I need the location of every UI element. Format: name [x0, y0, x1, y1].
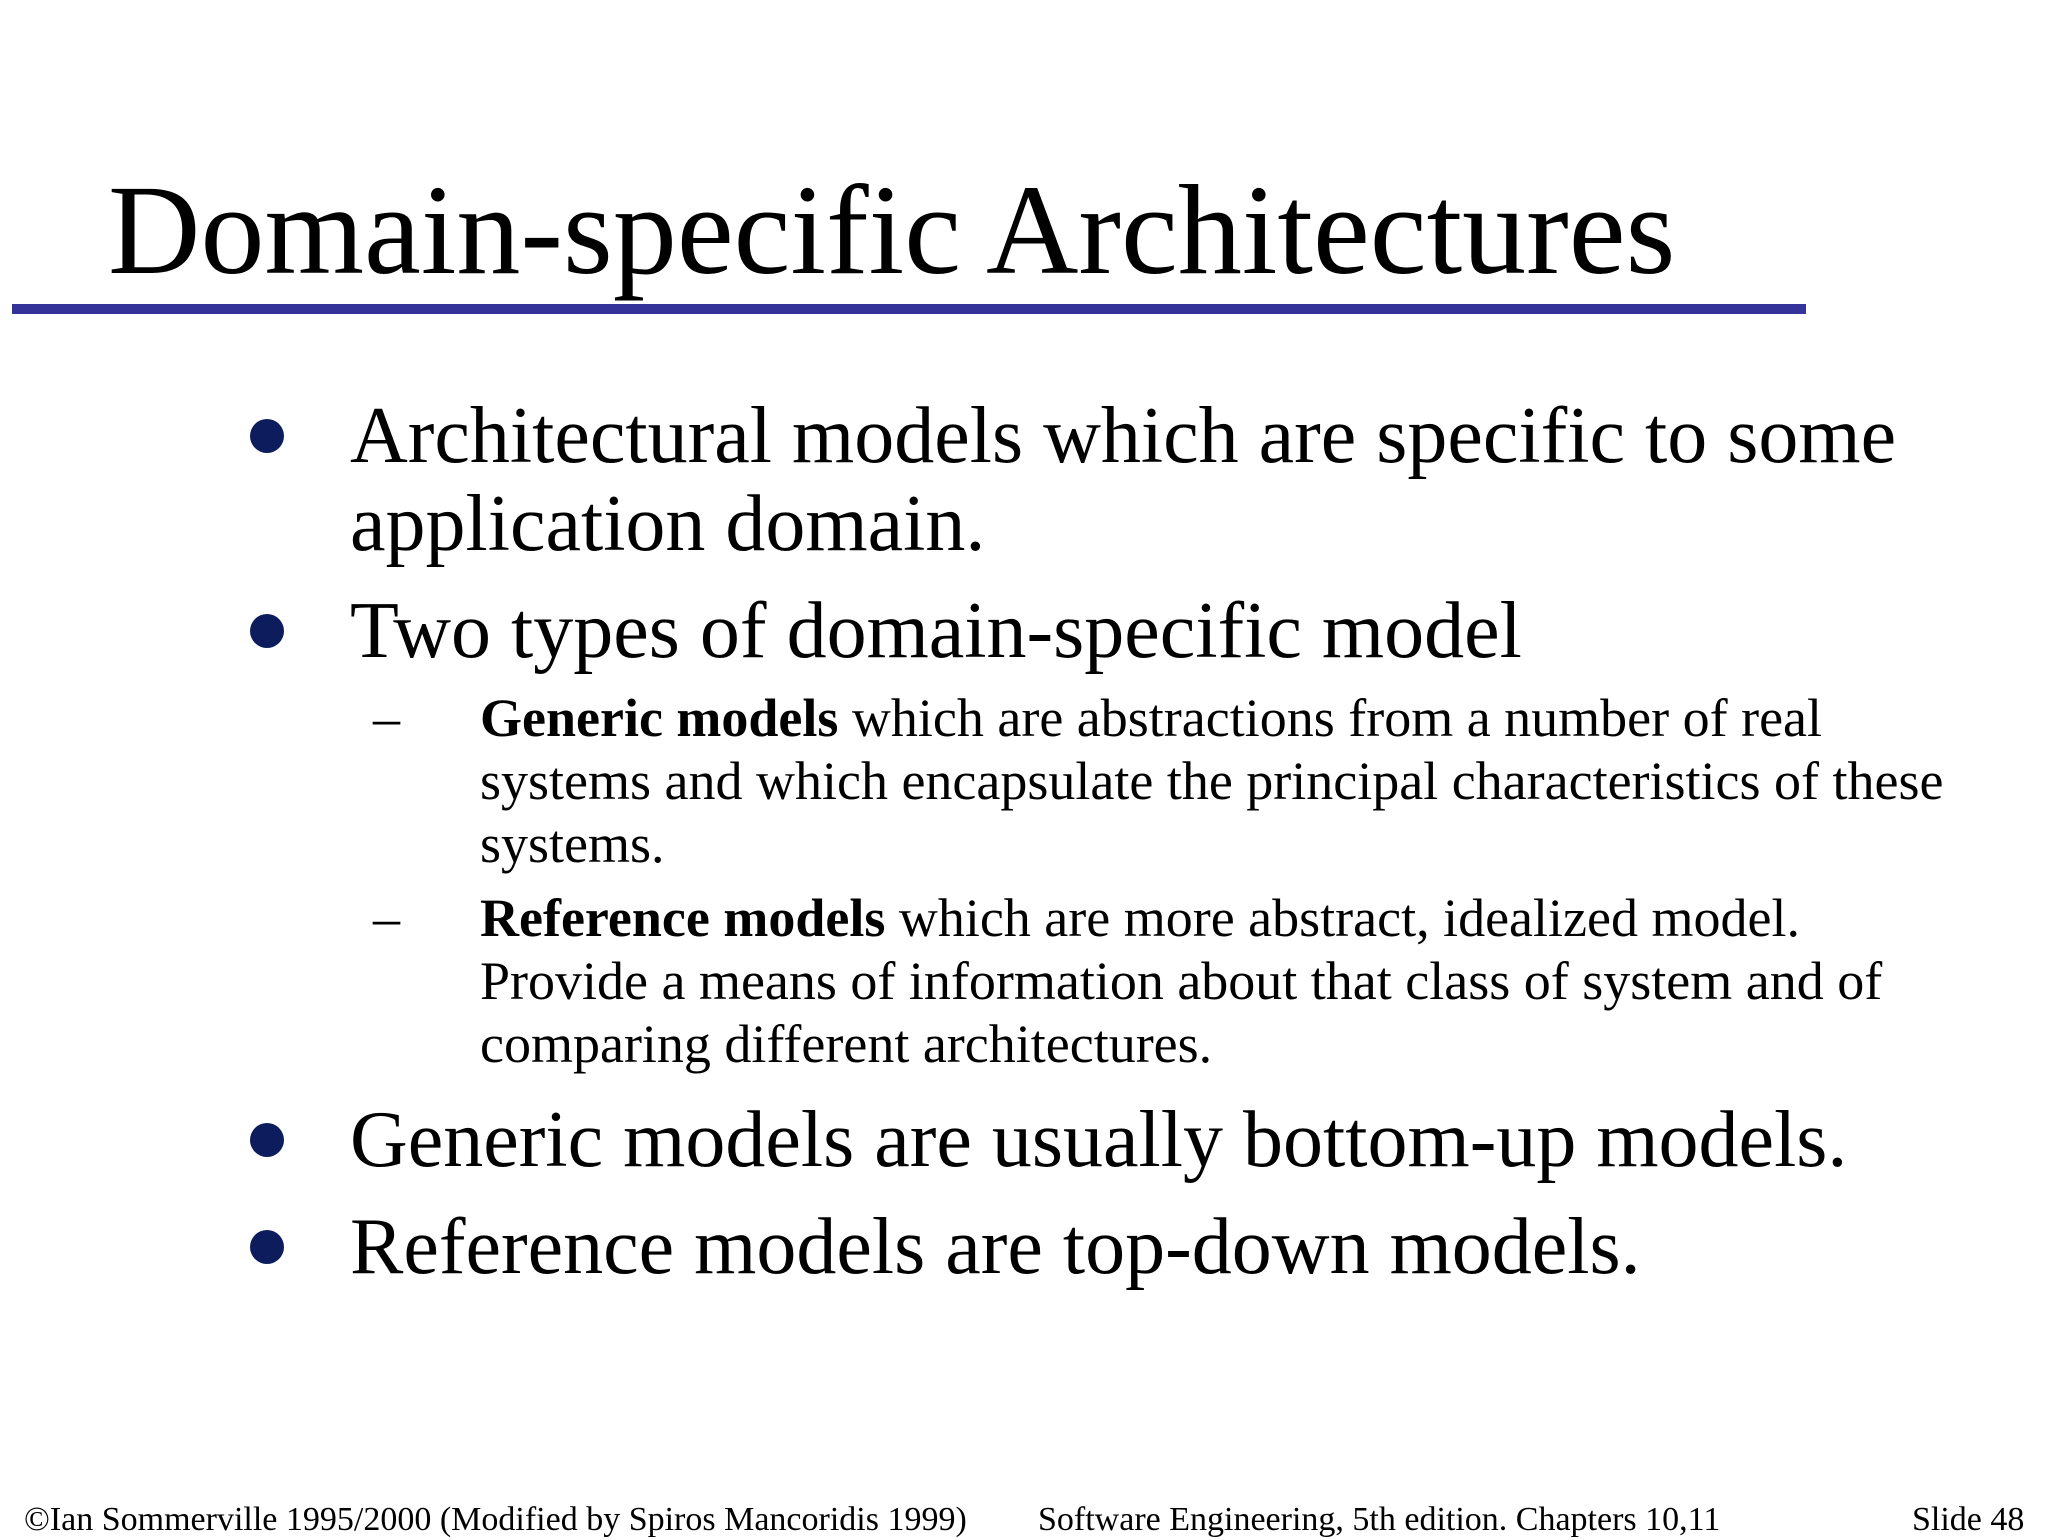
bullet-dot-icon [250, 419, 284, 453]
bullet-text: Two types of domain-specific model [350, 587, 1522, 675]
bullet-dot-icon [250, 614, 284, 648]
bullet-text: Reference models are top-down models. [350, 1203, 1641, 1291]
bullet-item [350, 587, 1930, 675]
sub-bullet-term: Generic models [480, 688, 839, 748]
bullet-text: Generic models are usually bottom-up models. [350, 1096, 1848, 1184]
bullet-text: Architectural models which are specific to some application domain. [350, 392, 1897, 568]
footer-slide-number: Slide 48 [1912, 1501, 2025, 1538]
sub-bullet-term: Reference models [480, 888, 886, 948]
sub-bullet-item [373, 887, 1960, 1076]
sub-bullet-text: which are abstractions from a number of real systems and which encapsulate the principal characteristics of these systems. [480, 688, 1944, 874]
bullet-item [350, 392, 1930, 568]
sub-bullet-item [373, 687, 1960, 876]
slide-title: Domain-specific Architectures [108, 159, 1676, 301]
dash-icon: – [373, 888, 400, 948]
bullet-item [350, 1203, 1930, 1291]
title-underline [12, 304, 1806, 314]
bullet-dot-icon [250, 1230, 284, 1264]
sub-bullet-text: which are more abstract, idealized model. Provide a means of information about that class of system and of comparing different architectures. [480, 888, 1883, 1074]
bullet-dot-icon [250, 1123, 284, 1157]
dash-icon: – [373, 688, 400, 748]
bullet-item [350, 1096, 1930, 1184]
footer-copyright: ©Ian Sommerville 1995/2000 (Modified by Spiros Mancoridis 1999) [24, 1501, 967, 1538]
footer-course: Software Engineering, 5th edition. Chapters 10,11 [1038, 1501, 1721, 1538]
